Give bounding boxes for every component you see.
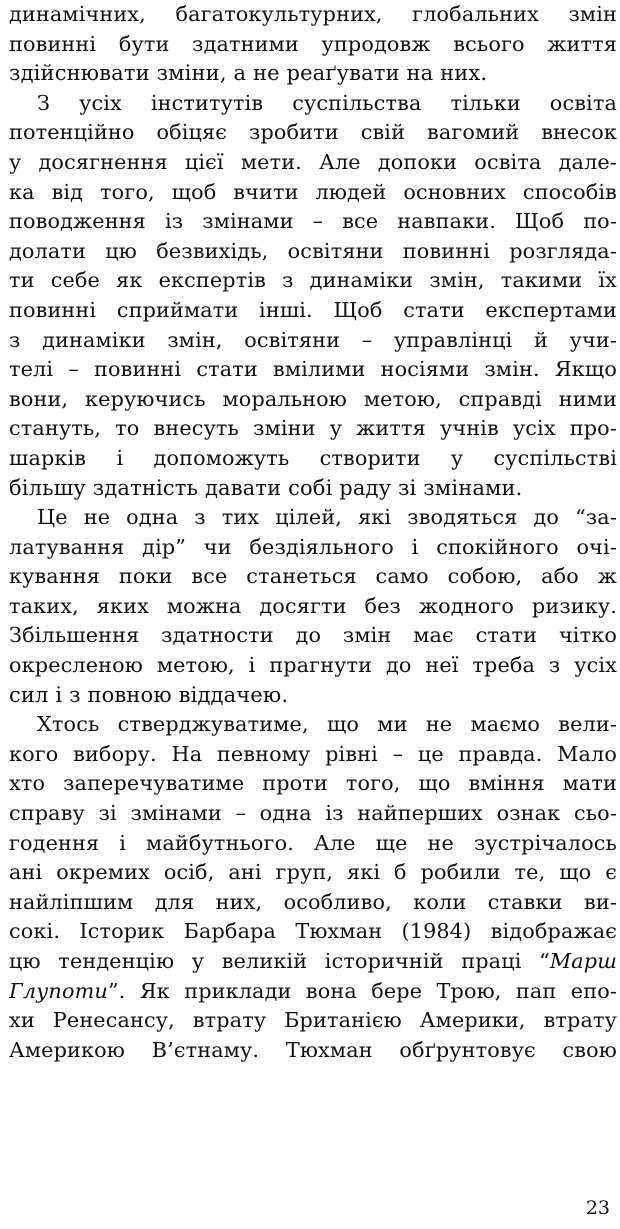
text-line: найліпшим для них, особливо, коли ставки ви- xyxy=(9,889,617,914)
text-line: телі – повинні стати вмілими носіями змін. Якщо xyxy=(9,357,617,382)
text-line: ка від того, щоб вчити людей основних способів xyxy=(9,179,617,204)
text-line: окресленою метою, і прагнути до неї треба з усіх xyxy=(9,653,617,678)
text-line: з динаміки змін, освітяни – управлінці й учи- xyxy=(9,327,617,352)
text-line: годення і майбутнього. Але ще не зустрічалось xyxy=(9,830,617,855)
text-line: З усіх інститутів суспільства тільки освіта xyxy=(37,90,617,115)
paragraph-4 xyxy=(9,710,617,1065)
text-line: ти себе як експертів з динаміки змін, такими їх xyxy=(9,268,617,293)
text-line: повинні сприймати інші. Щоб стати експертами xyxy=(9,297,617,322)
text-line: кого вибору. На певному рівні – це правда. Мало xyxy=(9,741,617,766)
text-line: хто заперечуватиме проти того, що вміння мати xyxy=(9,771,617,796)
text-line: ані окремих осіб, ані груп, які б робили те, що є xyxy=(9,860,617,885)
text-line: динамічних, багатокультурних, глобальних змін xyxy=(9,2,617,26)
text-line-with-italic xyxy=(9,977,617,1007)
text-line: латування дір” чи бездіяльного і спокійного очі- xyxy=(9,534,617,559)
text-line: таких, яких можна досягти без жодного ризику. xyxy=(9,593,617,618)
text-line: більшу здатність давати собі раду зі змінами. xyxy=(9,475,523,500)
text-line: долати цю безвихідь, освітяни повинні розгляда- xyxy=(9,238,617,263)
text-line: вони, керуючись моральною метою, справді ними xyxy=(9,386,617,411)
paragraph-1 xyxy=(9,0,617,89)
text-line-with-italic xyxy=(9,947,617,977)
text-line: у досягнення цієї мети. Але допоки освіта дале- xyxy=(9,149,617,174)
page-number: 23 xyxy=(585,1197,610,1219)
text-line: сокі. Історик Барбара Тюхман (1984) відображає xyxy=(9,919,617,944)
text-line: Збільшення здатности до змін має стати чітко xyxy=(9,623,617,648)
text-line: потенційно обіцяє зробити свій вагомий внесок xyxy=(9,120,617,145)
text-line: Америкою В’єтнаму. Тюхман обґрунтовує свою xyxy=(9,1037,617,1062)
text-line: справу зі змінами – одна із найперших ознак сьо- xyxy=(9,801,617,826)
text-line: Це не одна з тих цілей, які зводяться до “за- xyxy=(37,505,617,530)
page-body-text xyxy=(9,0,617,1065)
text-line: шарків і допоможуть створити у суспільстві xyxy=(9,445,617,470)
paragraph-3 xyxy=(9,503,617,710)
book-title-italic: Марш xyxy=(549,949,617,973)
text-line: Хтось стверджуватиме, що ми не маємо вели- xyxy=(37,712,617,737)
paragraph-2 xyxy=(9,89,617,503)
text-line: повинні бути здатними упродовж всього життя xyxy=(9,31,617,56)
text-line: поводження із змінами – все навпаки. Щоб по- xyxy=(9,209,617,234)
text-segment: ”. Як приклади вона бере Трою, пап епо- xyxy=(107,978,617,1003)
text-line: сил і з повною віддачею. xyxy=(9,682,289,707)
text-segment: цю тенденцію у великій історичній праці “ xyxy=(9,949,550,973)
text-line: стануть, то внесуть зміни у життя учнів усіх про- xyxy=(9,416,617,441)
text-line: хи Ренесансу, втрату Британією Америки, втрату xyxy=(9,1008,617,1033)
book-title-italic: Глупоти xyxy=(9,978,108,1003)
text-line: кування поки все станеться само собою, або ж xyxy=(9,564,617,589)
text-line: здійснювати зміни, а не реаґувати на них. xyxy=(9,61,488,86)
